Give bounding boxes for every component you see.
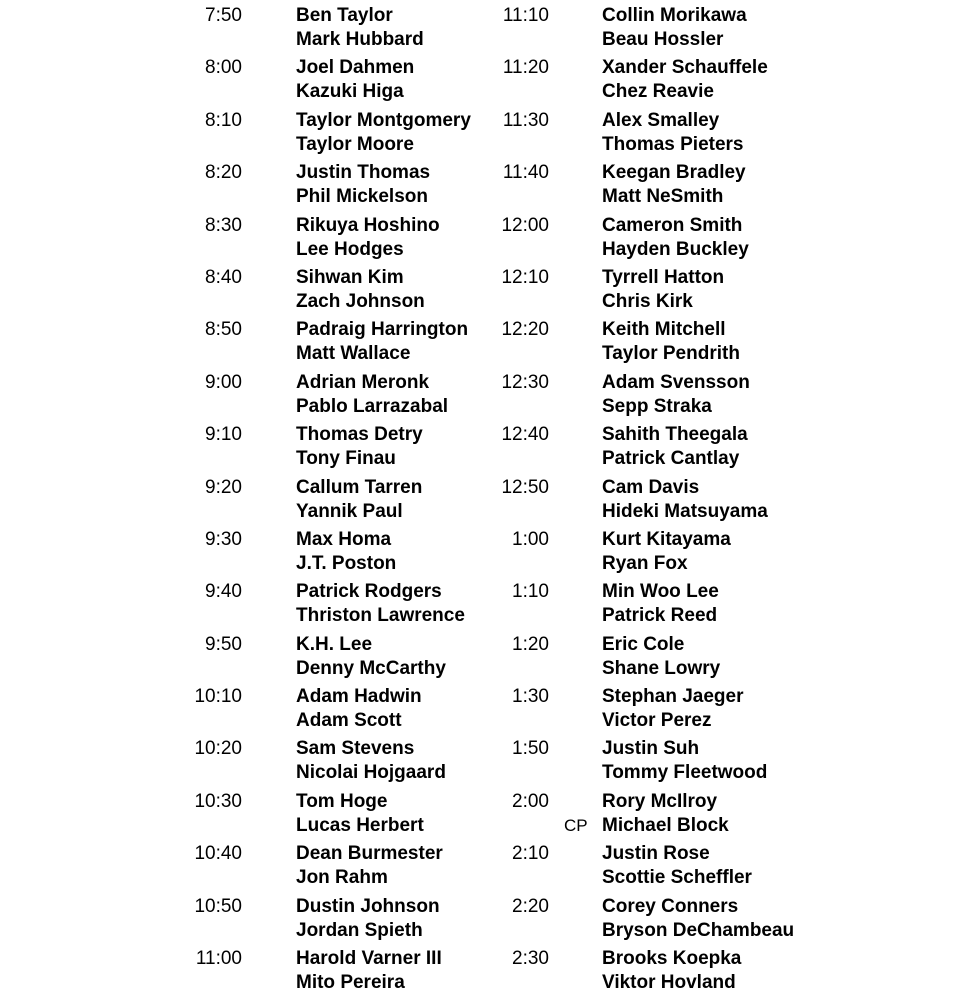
player-name: Jon Rahm [296, 867, 388, 889]
pairing-row [0, 633, 490, 685]
tee-time: 8:30 [205, 214, 242, 236]
pairing-row [0, 161, 490, 213]
pairing-row [490, 947, 970, 999]
pairing-players [296, 528, 396, 576]
player-name: Mark Hubbard [296, 29, 424, 50]
pairing-players [296, 737, 446, 785]
player-name: Joel Dahmen [296, 57, 415, 79]
pairing-row [0, 895, 490, 947]
player-name: Yannik Paul [296, 500, 403, 522]
pairing-players [602, 685, 744, 733]
tee-time: 10:20 [194, 738, 242, 760]
player-name: Lee Hodges [296, 238, 404, 260]
pairing-players [296, 371, 448, 419]
tee-time: 11:00 [195, 948, 242, 970]
pairing-row [0, 790, 490, 842]
player-name: Dustin Johnson [296, 895, 440, 917]
player-name: Justin Rose [602, 843, 710, 865]
player-name: Rory McIlroy [602, 790, 718, 812]
pairing-players [602, 947, 741, 995]
pairing-players [296, 790, 424, 838]
tee-time: 12:00 [501, 214, 549, 236]
pairing-players [602, 790, 729, 838]
pairing-players [602, 371, 750, 419]
pairing-players [602, 266, 724, 314]
player-name: Brooks Koepka [602, 948, 742, 970]
pairing-row [0, 685, 490, 737]
tee-time: 9:00 [205, 371, 242, 393]
player-name: Hideki Matsuyama [602, 500, 768, 522]
tee-time: 10:10 [194, 686, 242, 708]
tee-time: 7:50 [205, 5, 242, 26]
tee-time: 12:10 [501, 266, 549, 288]
player-name: Justin Thomas [296, 162, 431, 184]
tee-time: 1:50 [512, 738, 549, 760]
player-name: Bryson DeChambeau [602, 919, 795, 941]
player-name: Alex Smalley [602, 109, 720, 131]
player-name: Lucas Herbert [296, 814, 424, 836]
player-name: Tony Finau [296, 448, 396, 470]
pairing-players [602, 318, 740, 366]
tee-time: 8:40 [205, 266, 242, 288]
player-name: Thomas Pieters [602, 133, 744, 155]
player-name: Collin Morikawa [602, 5, 747, 26]
tee-time: 2:20 [512, 895, 549, 917]
player-name: Denny McCarthy [296, 657, 446, 679]
tee-time: 1:10 [512, 581, 549, 603]
player-name: Matt Wallace [296, 343, 411, 365]
pairing-players [296, 895, 440, 943]
pairing-players [602, 633, 720, 681]
pairing-row [0, 371, 490, 423]
tee-time: 9:20 [205, 476, 242, 498]
pairing-players [602, 842, 752, 890]
tee-time: 2:00 [512, 790, 549, 812]
pairing-row [0, 842, 490, 894]
player-name: Hayden Buckley [602, 238, 749, 260]
player-name: Tommy Fleetwood [602, 762, 768, 784]
pairing-row [0, 947, 490, 999]
player-name: Phil Mickelson [296, 186, 428, 208]
player-name: Callum Tarren [296, 476, 423, 498]
player-name: Cam Davis [602, 476, 700, 498]
player-name: Tyrrell Hatton [602, 266, 725, 288]
player-name: Chris Kirk [602, 290, 693, 312]
player-name: Patrick Cantlay [602, 448, 740, 470]
pairing-players [602, 109, 744, 157]
player-name: Michael Block [602, 814, 729, 836]
pairing-row [490, 371, 970, 423]
player-name: Adam Svensson [602, 371, 750, 393]
player-name: Mito Pereira [296, 972, 405, 994]
pairing-players [296, 214, 440, 262]
pairing-row [490, 109, 970, 161]
player-name: Sam Stevens [296, 738, 415, 760]
player-name: Thomas Detry [296, 424, 423, 446]
pairing-row [490, 318, 970, 370]
pairing-row [490, 737, 970, 789]
player-name: Chez Reavie [602, 81, 714, 103]
pairing-players [602, 4, 747, 52]
player-name: Xander Schauffele [602, 57, 768, 79]
player-name: Patrick Rodgers [296, 581, 442, 603]
pairing-players [296, 318, 468, 366]
tee-time: 9:10 [205, 424, 242, 446]
tee-time: 12:50 [501, 476, 549, 498]
pairing-row [0, 737, 490, 789]
pairing-row [490, 790, 970, 842]
player-name: Ben Taylor [296, 5, 393, 26]
pairing-players [602, 476, 768, 524]
pairing-players [296, 947, 442, 995]
tee-time: 2:10 [512, 843, 549, 865]
player-name: Keith Mitchell [602, 319, 726, 341]
player-name: Ryan Fox [602, 552, 688, 574]
player-name: Adam Hadwin [296, 686, 422, 708]
player-name: Corey Conners [602, 895, 739, 917]
pairing-players [602, 895, 794, 943]
tee-time: 8:00 [205, 57, 242, 79]
player-name: Max Homa [296, 528, 392, 550]
player-name: Keegan Bradley [602, 162, 746, 184]
pairing-row [0, 580, 490, 632]
pairing-players [602, 161, 746, 209]
player-name: Kazuki Higa [296, 81, 404, 103]
player-name: Nicolai Hojgaard [296, 762, 446, 784]
player-name: Padraig Harrington [296, 319, 469, 341]
player-name: Jordan Spieth [296, 919, 423, 941]
pairing-row [490, 266, 970, 318]
tee-time: 8:10 [205, 109, 242, 131]
player-name: Sihwan Kim [296, 266, 404, 288]
pairing-players [296, 4, 424, 52]
player-name: Adam Scott [296, 710, 402, 732]
pairing-row [490, 161, 970, 213]
pairing-row [490, 476, 970, 528]
pairing-players [602, 423, 748, 471]
tee-time: 8:50 [205, 319, 242, 341]
player-name: K.H. Lee [296, 633, 373, 655]
pairing-players [296, 161, 430, 209]
cp-note: CP [564, 815, 588, 835]
player-name: Viktor Hovland [602, 972, 736, 994]
player-name: Pablo Larrazabal [296, 395, 449, 417]
pairing-row [0, 266, 490, 318]
tee-time: 10:50 [194, 895, 242, 917]
player-name: Rikuya Hoshino [296, 214, 440, 236]
pairing-row [0, 318, 490, 370]
pairing-players [296, 633, 446, 681]
pairing-row [490, 56, 970, 108]
pairing-row [490, 4, 970, 56]
tee-time: 8:20 [205, 162, 242, 184]
pairing-players [296, 109, 471, 157]
player-name: Taylor Montgomery [296, 109, 471, 131]
pairing-row [0, 528, 490, 580]
player-name: Victor Perez [602, 710, 712, 732]
tee-time: 1:20 [512, 633, 549, 655]
tee-time: 11:10 [502, 5, 549, 26]
player-name: Sepp Straka [602, 395, 712, 417]
pairing-players [602, 737, 767, 785]
player-name: Beau Hossler [602, 29, 724, 50]
pairing-players [296, 266, 425, 314]
tee-time: 1:30 [512, 686, 549, 708]
player-name: Tom Hoge [296, 790, 388, 812]
pairing-row [0, 214, 490, 266]
player-name: J.T. Poston [296, 552, 397, 574]
player-name: Adrian Meronk [296, 371, 430, 393]
pairing-row [0, 423, 490, 475]
player-name: Zach Johnson [296, 290, 425, 312]
tee-time: 11:30 [502, 109, 549, 131]
pairing-row [490, 685, 970, 737]
tee-time: 11:40 [502, 162, 549, 184]
pairing-row [490, 580, 970, 632]
pairing-row [490, 528, 970, 580]
player-name: Eric Cole [602, 633, 685, 655]
tee-time: 1:00 [512, 528, 549, 550]
pairing-players [602, 214, 749, 262]
player-name: Cameron Smith [602, 214, 743, 236]
pairing-players [296, 685, 422, 733]
player-name: Harold Varner III [296, 948, 442, 970]
tee-time: 9:50 [205, 633, 242, 655]
pairing-row [490, 895, 970, 947]
pairing-row [490, 423, 970, 475]
player-name: Scottie Scheffler [602, 867, 752, 889]
pairing-row [0, 56, 490, 108]
tee-time: 12:40 [501, 424, 549, 446]
tee-times-right-column [490, 4, 970, 999]
player-name: Justin Suh [602, 738, 700, 760]
player-name: Kurt Kitayama [602, 528, 731, 550]
pairing-row [0, 109, 490, 161]
pairing-players [296, 842, 443, 890]
pairing-row [490, 214, 970, 266]
player-name: Min Woo Lee [602, 581, 719, 603]
player-name: Thriston Lawrence [296, 605, 465, 627]
tee-time: 9:40 [205, 581, 242, 603]
tee-times-left-column [0, 4, 490, 999]
pairing-players [602, 580, 719, 628]
pairing-players [296, 423, 423, 471]
tee-time: 11:20 [502, 57, 549, 79]
pairing-players [296, 580, 465, 628]
pairing-players [296, 56, 414, 104]
tee-time: 12:30 [501, 371, 549, 393]
player-name: Stephan Jaeger [602, 686, 744, 708]
player-name: Patrick Reed [602, 605, 718, 627]
pairing-row [490, 842, 970, 894]
tee-time: 2:30 [512, 948, 549, 970]
tee-time: 9:30 [205, 528, 242, 550]
player-name: Dean Burmester [296, 843, 443, 865]
tee-time: 10:30 [194, 790, 242, 812]
pairing-row [0, 4, 490, 56]
pairing-row [490, 633, 970, 685]
tee-time: 12:20 [501, 319, 549, 341]
tee-time: 10:40 [194, 843, 242, 865]
player-name: Taylor Pendrith [602, 343, 740, 365]
player-name: Taylor Moore [296, 133, 414, 155]
pairing-players [602, 56, 768, 104]
player-name: Sahith Theegala [602, 424, 748, 446]
pairing-players [602, 528, 731, 576]
pairing-players [296, 476, 422, 524]
player-name: Shane Lowry [602, 657, 721, 679]
player-name: Matt NeSmith [602, 186, 724, 208]
pairing-row [0, 476, 490, 528]
